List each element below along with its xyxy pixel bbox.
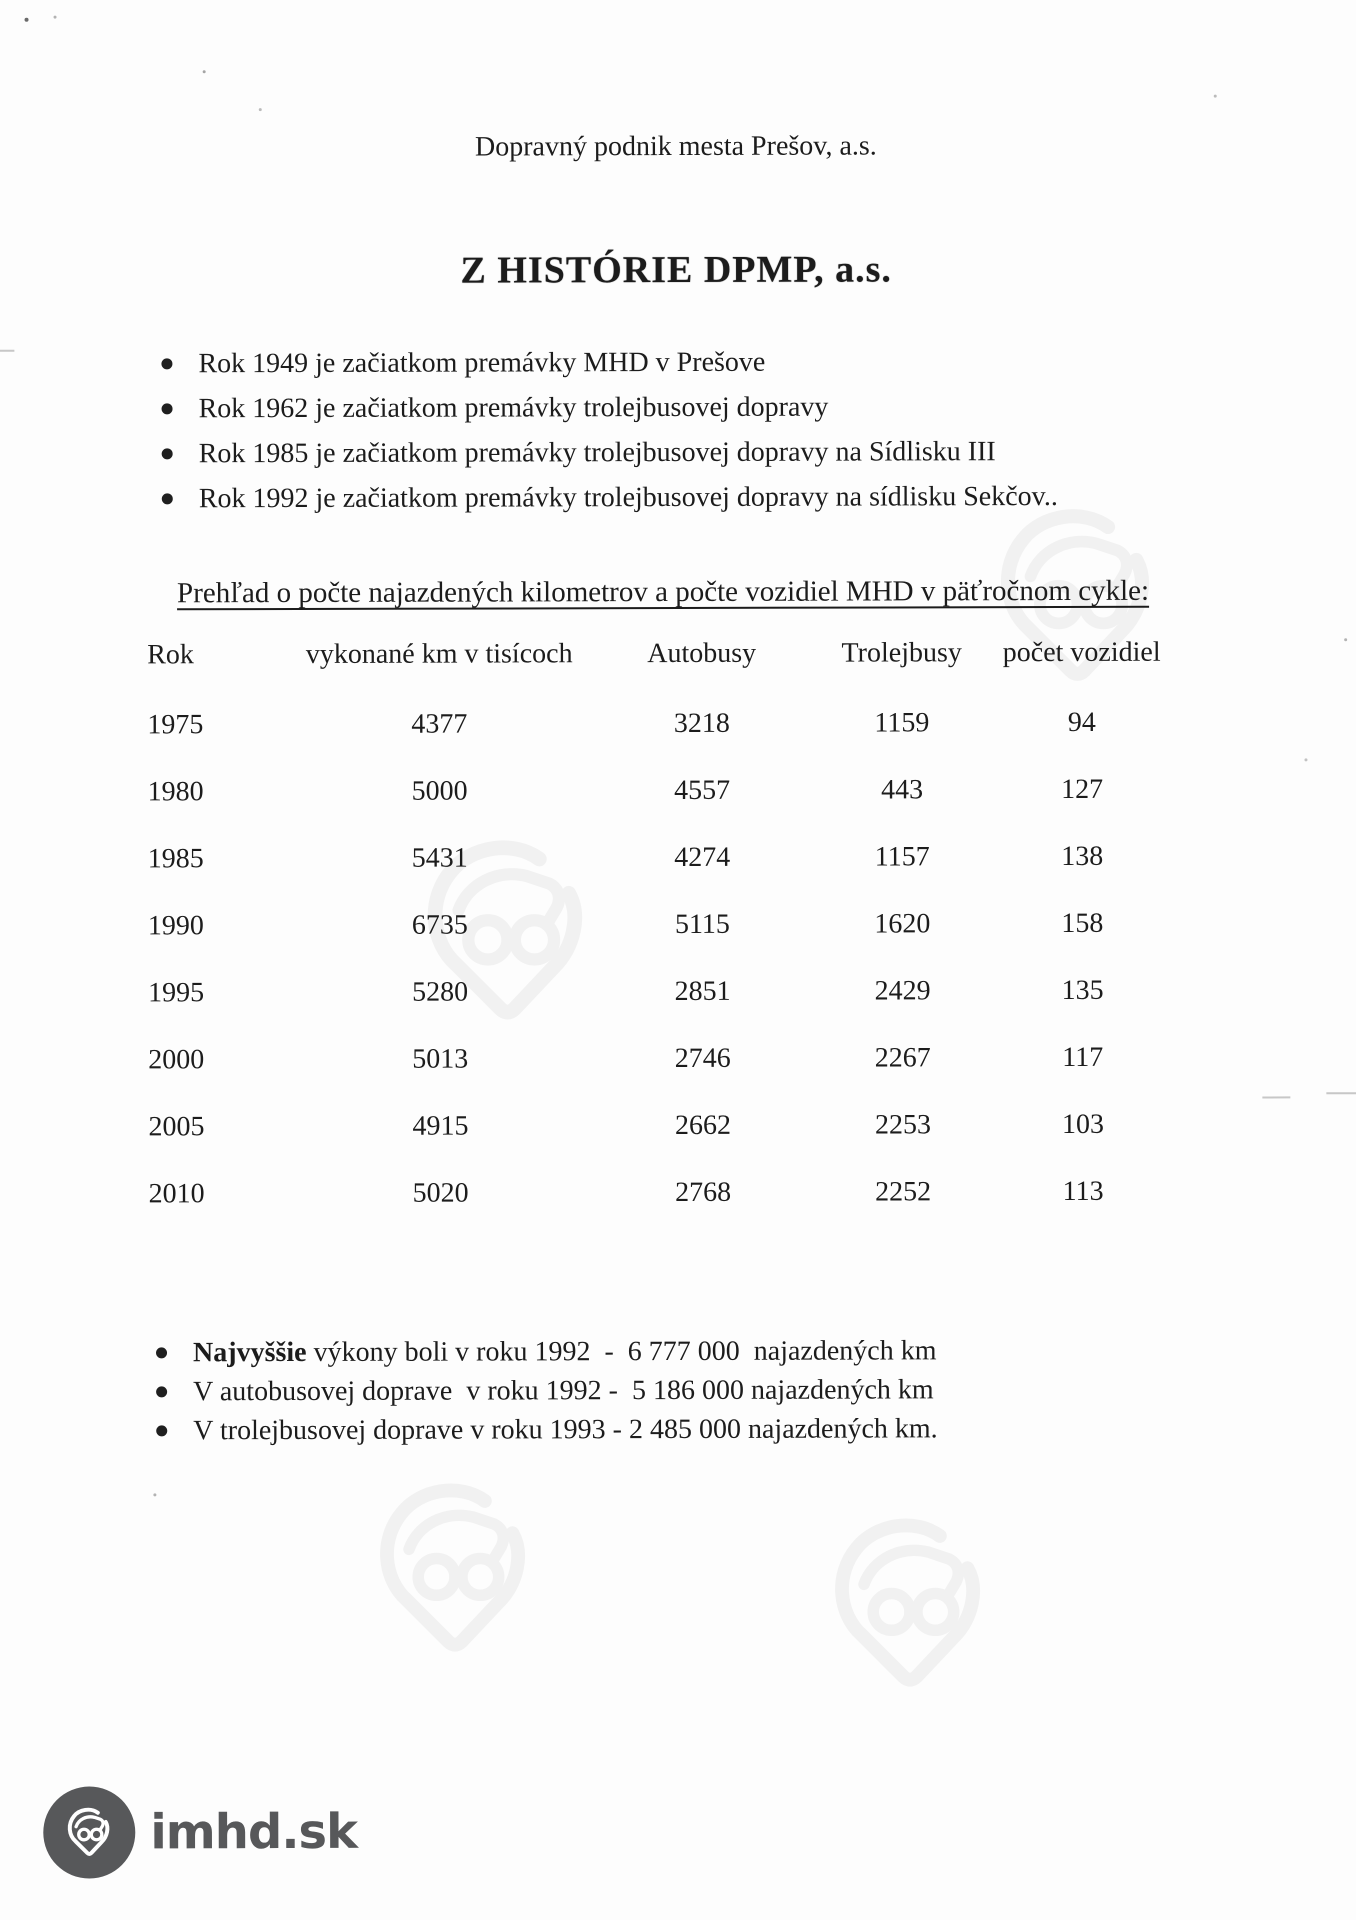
records-bullet-text: V autobusovej doprave v roku 1992 - 5 186 000 najazdených km: [193, 1374, 934, 1408]
table-row: [0, 773, 1356, 819]
scan-speck: [54, 16, 57, 19]
table-cell: 127: [1061, 773, 1104, 805]
column-header: vykonané km v tisícoch: [305, 638, 573, 670]
table-cell: 103: [1061, 1108, 1104, 1140]
list-item: [193, 1370, 938, 1411]
table-cell: 1975: [147, 709, 204, 741]
column-header: Rok: [147, 639, 194, 671]
table-row: [0, 1041, 1356, 1087]
list-item: [193, 1331, 938, 1372]
imhd-logo-circle: [43, 1786, 135, 1878]
history-bullet-list: [198, 339, 1057, 521]
table-row: [0, 840, 1356, 886]
column-header: počet vozidiel: [1002, 636, 1161, 669]
records-bullet-text: V trolejbusovej doprave v roku 1993 - 2 485 000 najazdených km.: [193, 1413, 938, 1447]
table-cell: 2267: [874, 1042, 931, 1074]
scan-speck: [153, 1493, 156, 1496]
history-bullet-text: Rok 1949 je začiatkom premávky MHD v Prešove: [198, 346, 766, 380]
table-cell: 1985: [147, 843, 204, 875]
table-cell: 5000: [411, 775, 468, 807]
bus-pin-icon: [56, 1799, 122, 1865]
list-item: [199, 429, 1058, 476]
table-cell: 94: [1067, 706, 1096, 738]
scan-dash: [0, 350, 14, 352]
table-cell: 1620: [874, 908, 931, 940]
scan-speck: [1304, 758, 1307, 761]
table-cell: 6735: [411, 909, 468, 941]
table-cell: 1990: [147, 910, 204, 942]
history-bullet-text: Rok 1992 je začiatkom premávky trolejbusovej dopravy na sídlisku Sekčov..: [198, 481, 1058, 515]
table-row: [0, 907, 1356, 953]
table-cell: 2851: [674, 975, 731, 1008]
table-cell: 4377: [411, 708, 468, 740]
table-cell: 443: [881, 774, 924, 806]
table-cell: 117: [1062, 1041, 1104, 1073]
table-cell: 4557: [674, 774, 731, 807]
table-cell: 2253: [874, 1109, 931, 1141]
table-cell: 4915: [412, 1110, 469, 1142]
table-cell: 2662: [674, 1109, 731, 1142]
history-bullet-text: Rok 1985 je začiatkom premávky trolejbusovej dopravy na Sídlisku III: [198, 436, 996, 470]
table-cell: 1159: [874, 707, 930, 739]
list-item: [193, 1409, 938, 1450]
table-cell: 4274: [674, 841, 731, 874]
page-title: Z HISTÓRIE DPMP, a.s.: [460, 248, 892, 292]
records-bullet-list: [193, 1331, 938, 1450]
table-cell: 158: [1061, 907, 1104, 939]
table-cell: 3218: [673, 707, 730, 740]
scan-speck: [1214, 95, 1217, 98]
table-header-row: [0, 636, 1355, 682]
table-row: [0, 974, 1356, 1020]
table-row: [0, 706, 1355, 752]
table-cell: 5013: [412, 1043, 469, 1075]
history-bullet-text: Rok 1962 je začiatkom premávky trolejbusovej dopravy: [198, 391, 829, 425]
table-cell: 135: [1061, 974, 1104, 1006]
table-cell: 2000: [148, 1044, 205, 1076]
table-cell: 5020: [412, 1177, 469, 1209]
table-cell: 1980: [147, 776, 204, 808]
records-bullet-lead: Najvyššie: [192, 1336, 307, 1369]
list-item: [198, 384, 1057, 431]
scan-speck: [203, 70, 206, 73]
table-cell: 2252: [875, 1176, 932, 1208]
table-cell: 5115: [674, 908, 730, 941]
table-cell: 113: [1062, 1175, 1104, 1207]
scan-dash: [1262, 1096, 1290, 1098]
imhd-logo-text: imhd.sk: [150, 1803, 358, 1861]
table-row: [0, 1108, 1356, 1154]
table-cell: 5431: [411, 842, 468, 874]
column-header: Trolejbusy: [841, 637, 962, 669]
records-bullet-text: výkony boli v roku 1992 - 6 777 000 najazdených km: [306, 1335, 937, 1368]
table-cell: 2746: [674, 1042, 731, 1075]
table-cell: 138: [1061, 840, 1104, 872]
scan-speck: [259, 108, 262, 111]
table-cell: 1157: [874, 841, 930, 873]
list-item: [198, 339, 1057, 386]
list-item: [199, 474, 1058, 521]
table-heading: Prehľad o počte najazdených kilometrov a počte vozidiel MHD v päťročnom cykle:: [176, 574, 1150, 610]
column-header: Autobusy: [647, 637, 757, 670]
table-cell: 2768: [675, 1176, 732, 1209]
table-cell: 2005: [148, 1111, 205, 1143]
table-cell: 5280: [412, 976, 469, 1008]
scan-dash: [1326, 1092, 1356, 1094]
scan-speck: [25, 18, 29, 22]
table-cell: 2010: [148, 1178, 205, 1210]
scan-speck: [1344, 638, 1347, 641]
table-row: [1, 1175, 1356, 1221]
table-cell: 2429: [874, 975, 931, 1007]
imhd-logo: [43, 1786, 357, 1879]
letterhead: Dopravný podnik mesta Prešov, a.s.: [474, 130, 877, 163]
table-cell: 1995: [148, 977, 205, 1009]
